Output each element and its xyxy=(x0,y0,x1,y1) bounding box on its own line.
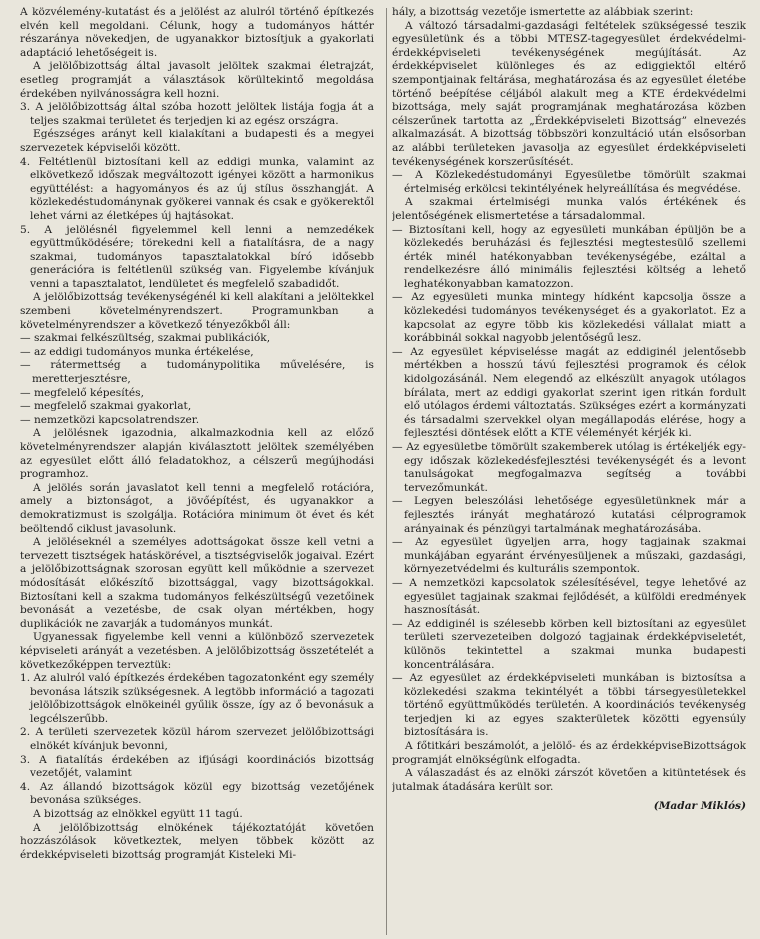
left-paragraph: Ugyanessak figyelembe kell venni a különböző szervezetek képviseleti arányát a vezetésben. A jelölőbizottság összetételét a következőképpen terveztük: xyxy=(20,631,374,671)
left-paragraph: — nemzetközi kapcsolatrendszer. xyxy=(20,413,200,426)
right-paragraph: — Az eddiginél is szélesebb körben kell biztosítani az egyesület területi szervezeteiben dolgozó tagjainak érdekképviseletét, különös tekintettel a szakmai munka budapesti koncentrálására. xyxy=(392,617,746,671)
right-column-paragraphs xyxy=(392,6,746,794)
right-column xyxy=(392,6,746,939)
right-paragraph: — Biztosítani kell, hogy az egyesületi munkában épüljön be a közlekedés beruházási és fejlesztési megtestesülő szellemi érték minél hatékonyabban tevékenységébe, ezáltal a rendelkezésre álló minimális fejlesztési költség a lehető leghatékonyabban kamatozzon. xyxy=(392,223,746,290)
left-column xyxy=(20,6,374,939)
right-paragraph: hály, a bizottság vezetője ismertette az alábbiak szerint: xyxy=(392,6,694,18)
left-paragraph: A jelölőbizottság által javasolt jelöltek szakmai életrajzát, esetleg programját a választások körültekintő megoldása érdekében nyilvánosságra kell hozni. xyxy=(20,60,374,100)
left-paragraph: — rátermettség a tudománypolitika művelésére, is meretterjesztésre, xyxy=(20,359,374,386)
left-paragraph: — megfelelő képesítés, xyxy=(20,386,144,399)
right-paragraph: — A Közlekedéstudományi Egyesületbe tömörült szakmai értelmiség erkölcsi tekintélyének helyreállítása és megvédése. xyxy=(392,169,746,195)
right-paragraph: A változó társadalmi-gazdasági feltételek szükségessé teszik egyesületünk és a többi MTESZ-tagegyesület érdekvédelmi-érdekképviseleti tevékenységének megújítását. Az érdekképviselet különleges és az ediggiektől eltérő szempontjainak feltárása, meghatározása és az egyesület életébe történő beépítése céljából alakult meg a KTE érdekvédelmi bizottsága, mely saját programjának meghatározása közben célszerűnek tartotta az „Érdekképviseleti Bizottság” elnevezés alkalmazását. A bizottság többszöri konzultáció után elsősorban az alábbi területeken javasolja az egyesület érdekképviseleti tevékenységének korszerűsítését. xyxy=(392,19,746,168)
right-paragraph: A szakmai értelmiségi munka valós értékének és jelentőségének elismertetése a társadalommal. xyxy=(392,196,746,222)
left-paragraph: A jelölésnek igazodnia, alkalmazkodnia kell az előző követelményrendszer alapján kiválasztott jelöltek személyében az egyesület előtt álló feladatokhoz, a célszerű megújhodási programhoz. xyxy=(20,427,374,481)
left-paragraph: — az eddigi tudományos munka értékelése, xyxy=(20,345,254,358)
left-paragraph: 3. A jelölőbizottság által szóba hozott jelöltek listája fogja át a teljes szakmai területet és terjedjen ki az egész országra. xyxy=(20,101,374,127)
left-paragraph: 1. Az alulról való építkezés érdekében tagozatonként egy személy bevonása látszik szükségesnek. A legtöbb információ a tagozati jelölőbizottságok elnökeinél gyűlik össze, így az ő bevonásuk a legcélszerűbb. xyxy=(20,672,374,725)
left-paragraph: A bizottság az elnökkel együtt 11 tagú. xyxy=(33,808,243,821)
left-paragraph: A jelölőbizottság elnökének tájékoztatóját követően hozzászólások következtek, melyen többek között az érdekképviseleti bizottság programját Kisteleki Mi- xyxy=(20,821,374,861)
right-paragraph: — Az egyesület az érdekképviseleti munkában is biztosítsa a közlekedési szakma tekintélyét a többi társegyesületekkel történő együttműködés területén. A koordinációs tevékenység terjedjen ki az egyes szakterületek közötti egyensúly biztosítására is. xyxy=(392,672,746,739)
left-paragraph: A jelölés során javaslatot kell tenni a megfelelő rotációra, amely a biztonságot, a jövőépítést, és ugyanakkor a demokratizmust is szolgálja. Rotációra minimum öt évet és két beöltendő ciklust javasolunk. xyxy=(20,481,374,535)
right-paragraph: — Az egyesületbe tömörült szakemberek utólag is értékeljék egy-egy időszak közlekedésfejlesztési tevékenységét és a levont tanulságokat megfogalmazva segítség a további tervezőmunkát. xyxy=(392,441,746,494)
right-paragraph: — A nemzetközi kapcsolatok szélesítésével, tegye lehetővé az egyesület tagjainak szakmai fejlődését, a külföldi eredmények hasznosítását. xyxy=(392,576,746,617)
left-paragraph: 5. A jelölésnél figyelemmel kell lenni a nemzedékek együttműködésére; törekedni kell a fiatalításra, de a nagy szakmai, tudományos tapasztalatokkal bíró idősebb generációra is feltétlenül szükség van. Figyelembe kívánjuk venni a tapasztalatot, lendületet és megfelelő szabadidőt. xyxy=(20,223,374,290)
left-paragraph: — szakmai felkészültség, szakmai publikációk, xyxy=(20,332,271,345)
right-paragraph: — Legyen beleszólási lehetősége egyesületünknek már a fejlesztés irányát meghatározó kutatási célprogramok arányainak és pénzügyi tartalmának meghatározásába. xyxy=(392,495,746,535)
right-paragraph: — Az egyesület ügyeljen arra, hogy tagjainak szakmai munkájában egyaránt érvényesüljenek a műszaki, gazdasági, környezetvédelmi és kulturális szempontok. xyxy=(392,536,746,576)
right-paragraph: — Az egyesületi munka mintegy hídként kapcsolja össze a közlekedési tudományos tevékenységet és a gyakorlatot. Ez a kapcsolat az egyre több kis közlekedési vállalat miatt a korábbinál sokkal nagyobb jelentőségű lesz. xyxy=(392,291,746,345)
left-paragraph: 3. A fiatalítás érdekében az ifjúsági koordinációs bizottság vezetőjét, valamint xyxy=(20,753,374,780)
column-divider xyxy=(386,8,387,935)
right-paragraph: A főtitkári beszámolót, a jelölő- és az érdekképviseBizottságok programját elnökségünk elfogadta. xyxy=(392,740,746,766)
left-paragraph: — megfelelő szakmai gyakorlat, xyxy=(20,400,192,413)
left-paragraph: A közvélemény-kutatást és a jelölést az alulról történő építkezés elvén kell megoldani. Célunk, hogy a tudományos háttér részaránya növekedjen, de ugyanakkor biztosítjuk a gyakorlati adaptáció lehetőségeit is. xyxy=(20,6,374,59)
right-paragraph: A válaszadást és az elnöki zárszót követően a kitüntetések és jutalmak átadására került sor. xyxy=(392,767,746,793)
left-paragraph: A jelöléseknél a személyes adottságokat össze kell vetni a tervezett tisztségek hatáskörével, a tisztségviselők jogaival. Ezért a jelölőbizottságnak szorosan együtt kell működnie a szervezet módosítását előkészítő bizottsággal, vagy bizottságokkal. Biztosítani kell a szakma tudományos felkészültségű vezetőinek bevonását a vezetésbe, de csak olyan mértékben, hogy duplikációk ne zavarják a tudományos munkát. xyxy=(20,536,374,630)
left-paragraph: Egészséges arányt kell kialakítani a budapesti és a megyei szervezetek képviselői között. xyxy=(20,128,374,154)
left-paragraph: 2. A területi szervezetek közül három szervezet jelölőbizottsági elnökét kívánjuk bevonni, xyxy=(20,726,374,753)
left-paragraph: 4. Feltétlenül biztosítani kell az eddigi munka, valamint az elkövetkező időszak megváltozott igényei között a harmonikus együttélést: a hagyományos és az új stílus összhangját. A közlekedéstudománynak gyökerei vannak és csak e gyökerektől lehet várni az életképes új hajtásokat. xyxy=(20,155,374,222)
right-paragraph: — Az egyesület képviselésse magát az eddiginél jelentősebb mértékben a hosszú távú fejlesztési programok és célok kidolgozásánál. Nem elegendő az elkészült anyagok utólagos bírálata, mert az eddigi gyakorlat szerint igen ritkán fordult elő utólagos érdemi változtatás. Szükséges ezért a kormányzati és társadalmi szervekkel olyan megállapodás elérése, hogy a fejlesztési döntések előtt a KTE véleményét kérjék ki. xyxy=(392,345,746,440)
left-paragraph: 4. Az állandó bizottságok közül egy bizottság vezetőjének bevonása szükséges. xyxy=(20,780,374,807)
author-signature: (Madar Miklós) xyxy=(653,800,746,813)
left-paragraph: A jelölőbizottság tevékenységénél ki kell alakítani a jelöltekkel szembeni követelményrendszert. Programunkban a követelményrendszer a következő tényezőkből áll: xyxy=(20,291,374,331)
